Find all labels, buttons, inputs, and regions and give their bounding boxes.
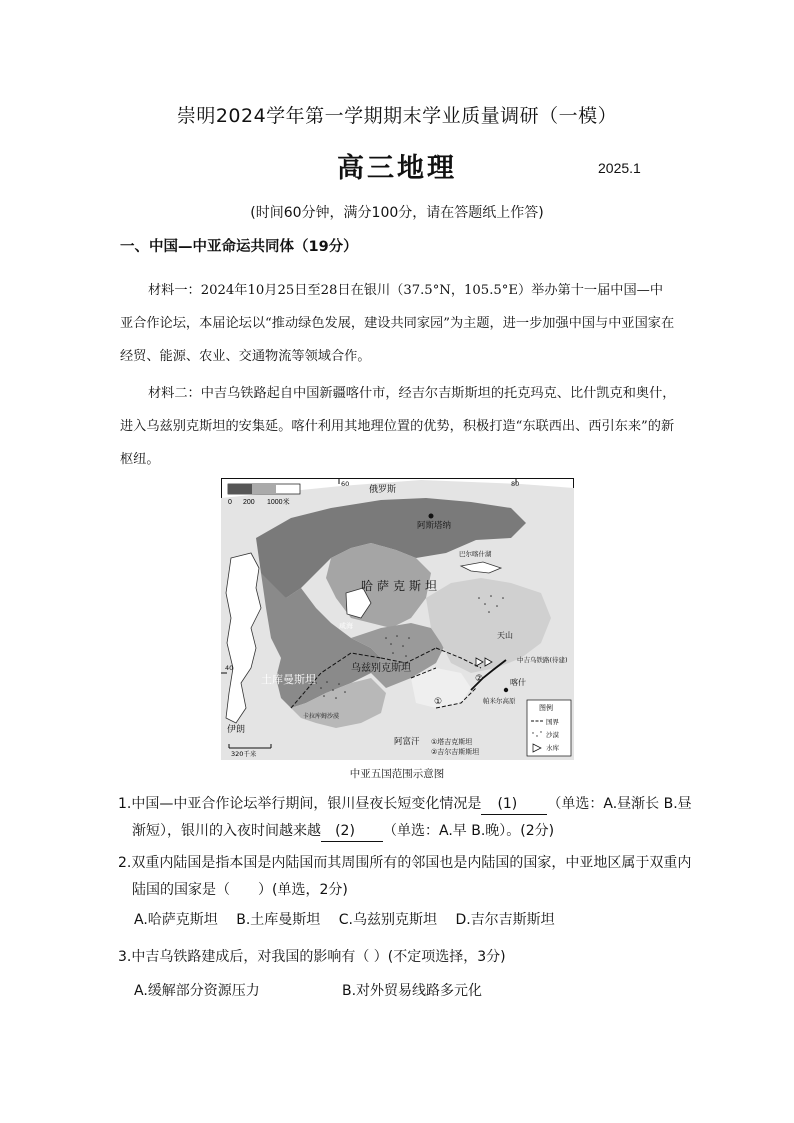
label-railway: 中吉乌铁路(待建) — [517, 656, 568, 664]
answer-blank-2[interactable]: (2) — [321, 822, 383, 842]
material-2-text: 材料二：中吉乌铁路起自中国新疆喀什市，经吉尔吉斯斯坦的托克玛克、比什凯克和奥什，进入乌兹别克斯坦的安集延。喀什利用其地理位置的优势，积极打造“东联西出、西引东来”的新枢纽。 — [120, 386, 676, 467]
label-lon80: 80 — [511, 480, 520, 488]
astana-marker — [429, 514, 434, 519]
question-3: 3.中吉乌铁路建成后，对我国的影响有（ ）(不定项选择，3分) — [118, 949, 506, 965]
option-a[interactable]: A.哈萨克斯坦 — [134, 912, 218, 928]
question-1: 1.中国—中亚合作论坛举行期间，银川昼夜长短变化情况是 (1) （单选：A.昼渐长 B.昼渐短），银川的入夜时间越来越 (2) （单选：A.早 B.晚）。(2分) — [118, 791, 702, 845]
material-2 — [120, 377, 676, 476]
option-a[interactable]: A.缓解部分资源压力 — [134, 983, 260, 999]
svg-text:国界: 国界 — [546, 718, 559, 726]
section-title: 一、中国—中亚命运共同体（19分） — [120, 239, 358, 255]
label-uzbekistan: 乌兹别克斯坦 — [351, 663, 411, 674]
symbol-legend — [527, 700, 571, 756]
label-russia: 俄罗斯 — [369, 485, 397, 495]
svg-text:0: 0 — [228, 499, 232, 506]
question-3-options — [134, 980, 482, 1000]
exam-date: 2025.1 — [598, 160, 641, 176]
svg-text:200: 200 — [243, 499, 255, 506]
label-balkhash: 巴尔喀什湖 — [459, 550, 492, 558]
question-2-options — [134, 909, 569, 929]
label-karakum: 卡拉库姆沙漠 — [303, 713, 340, 720]
label-kyrgyz-key: ②吉尔吉斯斯坦 — [431, 748, 480, 756]
option-b[interactable]: B.土库曼斯坦 — [236, 912, 321, 928]
kashgar-marker — [504, 688, 508, 692]
svg-text:图例: 图例 — [539, 704, 553, 712]
option-b[interactable]: B.对外贸易线路多元化 — [342, 983, 483, 999]
central-asia-map — [221, 478, 574, 760]
label-num2: ② — [475, 674, 484, 684]
label-iran: 伊朗 — [227, 725, 246, 735]
subject-title: 高三地理 — [337, 153, 457, 184]
option-d[interactable]: D.吉尔吉斯斯坦 — [455, 912, 555, 928]
label-lon60: 60 — [341, 480, 350, 488]
exam-title: 崇明2024学年第一学期期末学业质量调研（一模） — [176, 105, 618, 127]
svg-text:320千米: 320千米 — [231, 750, 257, 758]
map-caption: 中亚五国范围示意图 — [349, 768, 445, 780]
material-1 — [120, 274, 676, 373]
option-c[interactable]: C.乌兹别克斯坦 — [338, 912, 437, 928]
label-num1: ① — [434, 697, 443, 707]
exam-note: (时间60分钟，满分100分，请在答题纸上作答) — [250, 205, 544, 221]
svg-text:水库: 水库 — [546, 744, 559, 752]
label-tianshan: 天山 — [497, 631, 513, 640]
svg-text:1000米: 1000米 — [267, 499, 290, 506]
label-aral: 咸海 — [339, 622, 353, 630]
material-1-text: 材料一：2024年10月25日至28日在银川（37.5°N，105.5°E）举办第十一届中国—中亚合作论坛，本届论坛以“推动绿色发展，建设共同家园”为主题，进一步加强中国与中亚国家在经贸、能源、农业、交通物流等领域合作。 — [120, 283, 675, 364]
answer-blank-1[interactable]: (1) — [481, 795, 547, 815]
label-kazakhstan: 哈萨克斯坦 — [361, 579, 442, 593]
label-pamir: 帕米尔高原 — [483, 697, 516, 705]
label-turkmenistan: 土库曼斯坦 — [261, 673, 316, 686]
label-afghanistan: 阿富汗 — [394, 737, 420, 747]
label-tajik-key: ①塔吉克斯坦 — [431, 738, 473, 746]
label-astana: 阿斯塔纳 — [417, 521, 452, 531]
question-2: 2.双重内陆国是指本国是内陆国而其周围所有的邻国也是内陆国的国家，中亚地区属于双重内陆国的国家是（ ）(单选，2分) — [118, 855, 692, 898]
svg-text:沙漠: 沙漠 — [546, 731, 559, 739]
label-lat40: 40 — [225, 664, 234, 672]
label-kashgar: 喀什 — [510, 678, 526, 687]
